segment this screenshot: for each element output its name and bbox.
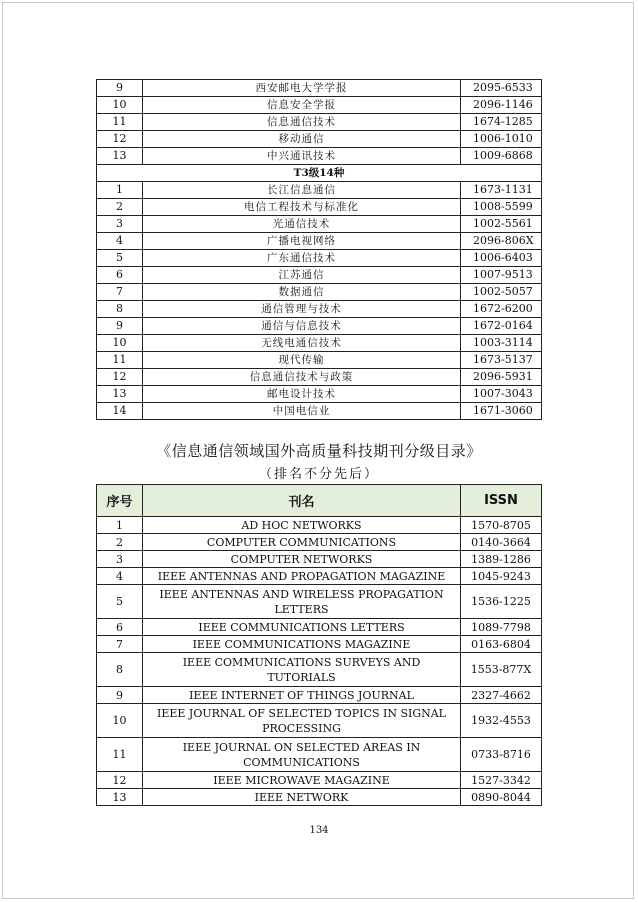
table-row — [97, 738, 542, 772]
cell-number: 11 — [97, 114, 143, 131]
table-row — [97, 80, 542, 97]
cell-journal-name: 长江信息通信 — [143, 182, 461, 199]
cell-number: 1 — [97, 182, 143, 199]
cell-journal-name: COMPUTER NETWORKS — [143, 551, 461, 568]
cell-journal-name: 邮电设计技术 — [143, 386, 461, 403]
foreign-journals-table-body — [97, 517, 542, 806]
page-number: 134 — [309, 825, 329, 836]
table-row — [97, 284, 542, 301]
cell-number: 12 — [97, 772, 143, 789]
cell-number: 10 — [97, 97, 143, 114]
table-row — [97, 216, 542, 233]
cell-issn: 2096-5931 — [461, 369, 542, 386]
cell-number: 7 — [97, 636, 143, 653]
cell-number: 12 — [97, 369, 143, 386]
header-issn: ISSN — [461, 485, 542, 517]
cell-number: 13 — [97, 148, 143, 165]
cell-number: 13 — [97, 386, 143, 403]
cell-journal-name: 电信工程技术与标准化 — [143, 199, 461, 216]
cell-journal-name: 通信管理与技术 — [143, 301, 461, 318]
table-row — [97, 386, 542, 403]
cell-issn: 1007-9513 — [461, 267, 542, 284]
table-row — [97, 199, 542, 216]
cell-number: 13 — [97, 789, 143, 806]
cell-number: 10 — [97, 335, 143, 352]
table-row — [97, 568, 542, 585]
cell-journal-name: IEEE NETWORK — [143, 789, 461, 806]
table-row — [97, 789, 542, 806]
cell-issn: 1932-4553 — [461, 704, 542, 738]
cell-journal-name: IEEE JOURNAL ON SELECTED AREAS IN COMMUNICATIONS — [143, 738, 461, 772]
cell-journal-name: IEEE ANTENNAS AND WIRELESS PROPAGATION LETTERS — [143, 585, 461, 619]
table-row — [97, 267, 542, 284]
cell-journal-name: IEEE JOURNAL OF SELECTED TOPICS IN SIGNAL PROCESSING — [143, 704, 461, 738]
cell-number: 5 — [97, 250, 143, 267]
cell-number: 8 — [97, 653, 143, 687]
cell-journal-name: IEEE INTERNET OF THINGS JOURNAL — [143, 687, 461, 704]
cell-journal-name: COMPUTER COMMUNICATIONS — [143, 534, 461, 551]
cell-number: 11 — [97, 738, 143, 772]
cell-journal-name: 中国电信业 — [143, 403, 461, 420]
cell-number: 1 — [97, 517, 143, 534]
table-row — [97, 704, 542, 738]
table-row — [97, 148, 542, 165]
cell-number: 6 — [97, 267, 143, 284]
cell-issn: 1007-3043 — [461, 386, 542, 403]
cell-journal-name: 通信与信息技术 — [143, 318, 461, 335]
table-row — [97, 182, 542, 199]
cell-number: 8 — [97, 301, 143, 318]
cell-number: 5 — [97, 585, 143, 619]
section-row — [97, 165, 542, 182]
cell-issn: 2096-1146 — [461, 97, 542, 114]
cell-issn: 1002-5561 — [461, 216, 542, 233]
table-row — [97, 636, 542, 653]
cell-journal-name: 广东通信技术 — [143, 250, 461, 267]
table-row — [97, 653, 542, 687]
cell-issn: 0733-8716 — [461, 738, 542, 772]
domestic-journals-table-body — [97, 80, 542, 420]
cell-journal-name: 西安邮电大学学报 — [143, 80, 461, 97]
cell-journal-name: 光通信技术 — [143, 216, 461, 233]
cell-journal-name: 信息通信技术与政策 — [143, 369, 461, 386]
header-journal-name: 刊名 — [143, 485, 461, 517]
cell-issn: 1674-1285 — [461, 114, 542, 131]
cell-issn: 1003-3114 — [461, 335, 542, 352]
cell-issn: 1570-8705 — [461, 517, 542, 534]
cell-journal-name: IEEE COMMUNICATIONS MAGAZINE — [143, 636, 461, 653]
table-row — [97, 585, 542, 619]
cell-issn: 0140-3664 — [461, 534, 542, 551]
cell-journal-name: 移动通信 — [143, 131, 461, 148]
table-row — [97, 318, 542, 335]
table-row — [97, 369, 542, 386]
cell-journal-name: 中兴通讯技术 — [143, 148, 461, 165]
cell-journal-name: 数据通信 — [143, 284, 461, 301]
cell-issn: 1553-877X — [461, 653, 542, 687]
table-row — [97, 352, 542, 369]
cell-number: 4 — [97, 233, 143, 250]
cell-issn: 1009-6868 — [461, 148, 542, 165]
cell-journal-name: 信息安全学报 — [143, 97, 461, 114]
table-row — [97, 687, 542, 704]
cell-issn: 2095-6533 — [461, 80, 542, 97]
cell-issn: 1006-6403 — [461, 250, 542, 267]
cell-issn: 1536-1225 — [461, 585, 542, 619]
table-row — [97, 301, 542, 318]
table-row — [97, 551, 542, 568]
cell-journal-name: IEEE MICROWAVE MAGAZINE — [143, 772, 461, 789]
section-label: T3级14种 — [97, 165, 542, 182]
cell-issn: 1045-9243 — [461, 568, 542, 585]
cell-number: 9 — [97, 80, 143, 97]
table-row — [97, 335, 542, 352]
table-row — [97, 233, 542, 250]
table-row — [97, 403, 542, 420]
foreign-journals-title: 《信息通信领域国外高质量科技期刊分级目录》 — [156, 442, 482, 460]
cell-issn: 1672-6200 — [461, 301, 542, 318]
cell-issn: 2096-806X — [461, 233, 542, 250]
cell-journal-name: IEEE COMMUNICATIONS SURVEYS AND TUTORIALS — [143, 653, 461, 687]
cell-number: 11 — [97, 352, 143, 369]
cell-number: 9 — [97, 318, 143, 335]
cell-number: 2 — [97, 534, 143, 551]
cell-issn: 1527-3342 — [461, 772, 542, 789]
cell-issn: 1673-1131 — [461, 182, 542, 199]
domestic-journals-table — [96, 79, 542, 420]
cell-issn: 1389-1286 — [461, 551, 542, 568]
cell-issn: 2327-4662 — [461, 687, 542, 704]
table-row — [97, 114, 542, 131]
cell-journal-name: 信息通信技术 — [143, 114, 461, 131]
cell-issn: 1672-0164 — [461, 318, 542, 335]
cell-number: 2 — [97, 199, 143, 216]
cell-number: 6 — [97, 619, 143, 636]
cell-number: 9 — [97, 687, 143, 704]
cell-journal-name: 无线电通信技术 — [143, 335, 461, 352]
cell-journal-name: 江苏通信 — [143, 267, 461, 284]
cell-issn: 1008-5599 — [461, 199, 542, 216]
cell-journal-name: IEEE ANTENNAS AND PROPAGATION MAGAZINE — [143, 568, 461, 585]
table-row — [97, 250, 542, 267]
header-row — [97, 485, 542, 517]
table-row — [97, 517, 542, 534]
foreign-journals-subtitle: （排名不分先后） — [258, 467, 379, 482]
cell-number: 3 — [97, 551, 143, 568]
cell-issn: 1006-1010 — [461, 131, 542, 148]
cell-number: 4 — [97, 568, 143, 585]
cell-journal-name: AD HOC NETWORKS — [143, 517, 461, 534]
cell-issn: 0890-8044 — [461, 789, 542, 806]
cell-issn: 1089-7798 — [461, 619, 542, 636]
cell-number: 12 — [97, 131, 143, 148]
cell-number: 14 — [97, 403, 143, 420]
table-row — [97, 534, 542, 551]
header-number: 序号 — [97, 485, 143, 517]
table-row — [97, 131, 542, 148]
cell-number: 3 — [97, 216, 143, 233]
cell-issn: 1671-3060 — [461, 403, 542, 420]
table-row — [97, 619, 542, 636]
table-row — [97, 772, 542, 789]
foreign-journals-table — [96, 484, 542, 806]
cell-journal-name: IEEE COMMUNICATIONS LETTERS — [143, 619, 461, 636]
cell-issn: 0163-6804 — [461, 636, 542, 653]
cell-journal-name: 广播电视网络 — [143, 233, 461, 250]
cell-number: 10 — [97, 704, 143, 738]
cell-number: 7 — [97, 284, 143, 301]
cell-issn: 1673-5137 — [461, 352, 542, 369]
table-row — [97, 97, 542, 114]
cell-issn: 1002-5057 — [461, 284, 542, 301]
cell-journal-name: 现代传输 — [143, 352, 461, 369]
